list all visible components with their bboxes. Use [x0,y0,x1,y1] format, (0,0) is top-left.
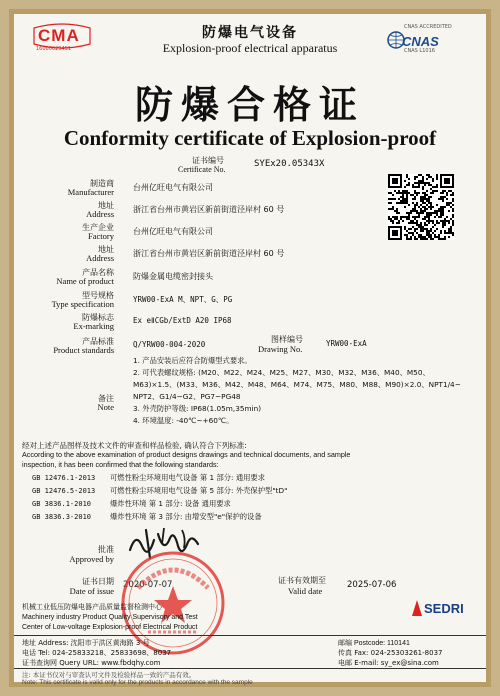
manufacturer-label-en: Manufacturer [67,187,114,197]
ex-marking-label-en: Ex-marking [73,321,114,331]
address-label-cn: 地址 [98,201,114,210]
approved-by-label-cn: 批准 [98,545,114,554]
standard-code: GB 3836.3-2010 [32,513,92,521]
note-label-en: Note [97,402,114,412]
footer-query-url: 证书查询网 Query URL: www.fbdqhy.com [22,659,161,667]
sedri-logo [410,598,470,620]
certificate-title-cn: 防爆合格证 [134,82,365,127]
product-standards-label-en: Product standards [53,345,114,355]
valid-date-label-cn: 证书有效期至 [278,576,326,585]
product-name-label-cn: 产品名称 [82,268,114,277]
standard-code: GB 12476.1-2013 [32,474,96,482]
standard-title: 爆炸性环境 第 3 部分: 由增安型"e"保护的设备 [110,512,262,521]
factory-address-label-cn: 地址 [98,245,114,254]
date-issue-value: 2020-07-07 [123,580,173,590]
type-spec-value: YRW00-ExA M、NPT、G、PG [133,295,233,304]
drawing-no-label-en: Drawing No. [258,344,303,354]
approved-by-label-en: Approved by [69,554,114,564]
cma-logo-text: CMA [38,26,80,45]
standard-row [32,486,288,496]
footer-note-en: Note: This certificate is valid only for the products in accordance with the sample [22,679,253,686]
standard-code: GB 12476.5-2013 [32,487,96,495]
standard-title: 爆炸性环境 第 1 部分: 设备 通用要求 [110,499,231,508]
manufacturer-value: 台州亿旺电气有限公司 [133,183,213,192]
note-line-2: 2. 可代表螺纹规格: (M20、M22、M24、M25、M27、M30、M32、M36、M40、M50、 [133,368,430,377]
product-standards-label-cn: 产品标准 [82,337,114,346]
statement-en-line-1: According to the above examination of product designs drawings and technical documents, and sample [22,450,351,459]
type-spec-label-cn: 型号规格 [82,291,114,300]
drawing-no-value: YRW00-ExA [326,339,367,348]
footer-fax: 传真 Fax: 024-25303261-8037 [338,649,443,657]
cnas-lab-number: CNAS L1016 [404,48,435,54]
product-name-label-en: Name of product [56,276,114,286]
type-spec-label-en: Type specification [51,299,114,309]
qr-code [388,174,454,240]
product-name-value: 防爆金属电缆密封接头 [133,272,213,281]
footer-address: 地址 Address: 沈阳市于洪区黄海路 3 号 [22,639,150,647]
certificate-no-label-en: Certificate No. [178,165,226,174]
certificate-no-value: SYEx20.05343X [254,159,325,169]
certificate-sheet [14,14,486,686]
date-issue-label-cn: 证书日期 [82,577,114,586]
factory-label-en: Factory [88,231,114,241]
standard-row [32,473,265,483]
note-label-cn: 备注 [98,394,114,403]
valid-date-value: 2025-07-06 [347,580,397,590]
note-line-4: NPT2、G1/4~G2、PG7~PG48 [133,392,241,401]
date-issue-label-en: Date of issue [69,586,114,596]
footer-divider [14,635,486,636]
issuer-name-cn: 机械工业低压防爆电器产品质量监督检测中心 [22,603,162,611]
certificate-no-label-cn: 证书编号 [192,156,224,165]
ex-marking-label-cn: 防爆标志 [82,313,114,322]
address-label-en: Address [86,209,114,219]
footer-telephone: 电话 Tel: 024-25833218、25833698、8037 [22,649,172,657]
header-title-cn: 防爆电气设备 [202,25,298,41]
sedri-emblem-icon [410,598,424,618]
product-standards-value: Q/YRW00-004-2020 [133,340,206,349]
drawing-no-label-cn: 图样编号 [271,335,303,344]
qr-code-pattern [388,174,454,240]
footer-postcode: 邮编 Postcode: 110141 [338,640,410,647]
header-title-en: Explosion-proof electrical apparatus [162,41,338,55]
factory-address-value: 浙江省台州市黄岩区新前街道泾岸村 60 号 [133,249,285,258]
factory-address-label-en: Address [86,253,114,263]
factory-label-cn: 生产企业 [82,223,114,232]
cnas-subtitle: CNAS ACCREDITED [404,24,452,30]
standard-row [32,512,262,522]
sedri-logo-text: SEDRI [424,601,464,616]
manufacturer-label-cn: 制造商 [90,179,114,188]
standard-title: 可燃性粉尘环境用电气设备 第 5 部分: 外壳保护型"tD" [110,486,288,495]
standard-row [32,499,231,509]
ex-marking-value: Ex eⅡCGb/ExtD A20 IP68 [133,316,232,325]
standard-code: GB 3836.1-2010 [32,500,92,508]
issuer-name-en-line-2: Center of Low-voltage Explosion-proof Electrical Product [22,624,198,631]
statement-cn: 经对上述产品图样及技术文件的审查和样品检验, 确认符合下列标准: [22,441,247,450]
valid-date-label-en: Valid date [288,586,323,596]
note-line-3: M63)×1.5、(M33、M36、M42、M48、M64、M74、M75、M80、M88、M90)×2.0、NPT1/4~ [133,380,461,389]
note-line-6: 4. 环境温度: -40℃~+60℃。 [133,416,234,425]
footer-divider [14,668,486,669]
factory-value: 台州亿旺电气有限公司 [133,227,213,236]
standard-title: 可燃性粉尘环境用电气设备 第 1 部分: 通用要求 [110,473,266,482]
cnas-logo-text: CNAS [402,34,439,49]
footer-email: 电邮 E-mail: sy_ex@sina.com [338,659,439,667]
statement-en-line-2: inspection, it has been confirmed that the following standards: [22,460,219,469]
issuer-name-en-line-1: Machinery industry Product Quality Supervisory and Test [22,614,198,621]
note-line-1: 1. 产品安装后应符合防爆型式要求。 [133,356,252,365]
address-value: 浙江省台州市黄岩区新前街道泾岸村 60 号 [133,205,285,214]
certificate-title-en: Conformity certificate of Explosion-proof [63,126,437,150]
note-line-5: 3. 外壳防护等级: IP68(1.05m,35min) [133,404,262,413]
footer-note: 注: 本证书仅对与审查认可文件及检验样品一致的产品有效。 [22,671,196,679]
cma-logo-number: 16000029491 [36,46,71,52]
